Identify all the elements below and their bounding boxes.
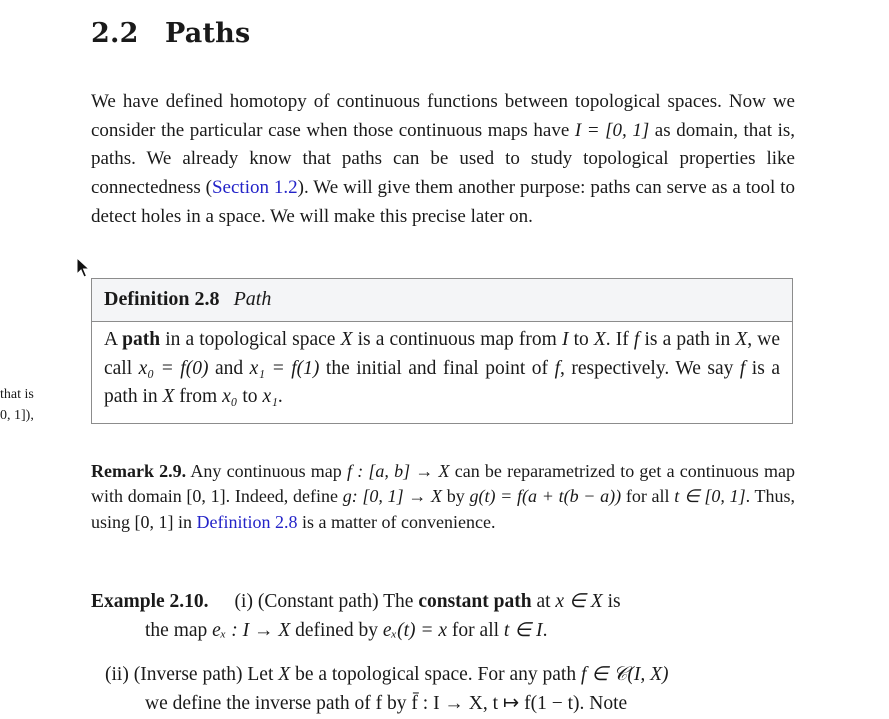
intro-text: We have defined homotopy of continuous functions between topological spaces. Now we consider the particular case when those continuous maps have <box>91 91 795 141</box>
definition-text: the initial and final point of <box>319 357 555 379</box>
definition-text: is a continuous map from <box>352 329 562 350</box>
intro-text: as domain, that is, paths. We already know that paths can be used to study topological properties like connectedness ( <box>91 119 796 199</box>
definition-text: in a topological space <box>160 329 341 350</box>
example-text: at <box>531 591 556 612</box>
math-inline: I <box>561 329 569 350</box>
remark-text: is a matter of convenience. <box>297 511 496 532</box>
item-marker: (ii) <box>105 664 129 685</box>
math-inline: eₓ(t) = x <box>382 619 448 641</box>
example-text: the map <box>145 619 213 641</box>
definition-text: , respectively. We say <box>559 357 740 379</box>
definition-text: , we call <box>104 329 781 379</box>
example-label: Example 2.10. <box>91 591 209 612</box>
math-inline: [0, 1] <box>134 511 174 532</box>
definition-label: Definition 2.8 <box>104 288 220 310</box>
math-inline: g(t) = f(a + t(b − a)) <box>469 486 622 507</box>
section-1-2-link[interactable]: Section 1.2 <box>211 177 298 199</box>
definition-text: to <box>237 386 263 408</box>
section-heading <box>91 18 250 49</box>
definition-name: Path <box>233 288 272 310</box>
example-block <box>91 588 795 645</box>
math-inline: f ∈ 𝒞(I, X) <box>580 664 669 685</box>
example-item-2 <box>105 661 795 690</box>
example-text: defined by <box>290 619 383 641</box>
math-inline: f <box>633 329 640 350</box>
remark-text: in <box>173 511 197 532</box>
example-text: is <box>602 591 621 612</box>
intro-paragraph <box>91 88 795 232</box>
math-inline: X <box>162 386 175 408</box>
math-inline: X <box>735 329 748 350</box>
math-inline: f <box>739 357 746 379</box>
remark-text: can be reparametrized to get a continuous map with domain <box>91 461 795 507</box>
defined-term: constant path <box>418 591 532 612</box>
intro-text: ). We will give them another purpose: paths can serve as a tool to detect holes in a space. We will make this precise later on. <box>91 177 796 227</box>
defined-term: path <box>122 329 161 350</box>
margin-note-fragment <box>0 384 60 426</box>
margin-note-line: 0, 1]), <box>0 408 34 423</box>
math-inline: g: [0, 1] → X <box>342 486 443 507</box>
definition-text: . <box>277 386 283 408</box>
definition-text: and <box>208 357 250 379</box>
example-item-2-cutoff-line: we define the inverse path of f by f̄ : I → X, t ↦ f(1 − t). Note <box>145 693 628 714</box>
example-text: be a topological space. For any path <box>290 664 581 685</box>
remark-text: Any continuous map <box>186 461 347 481</box>
math-inline: x₀ = f(0) <box>138 357 209 379</box>
math-inline: X <box>340 329 353 350</box>
definition-text: is a path in <box>104 357 780 408</box>
math-inline: I = [0, 1] <box>574 119 650 141</box>
definition-box <box>91 278 793 424</box>
remark-text: . Thus, using <box>91 486 795 532</box>
example-line-2 <box>91 617 795 646</box>
section-title: Paths <box>165 18 251 49</box>
definition-text: A <box>104 329 123 350</box>
math-inline: f : [a, b] → X <box>347 461 450 481</box>
math-inline: eₓ : I → X <box>212 619 291 641</box>
math-inline: X <box>593 329 606 350</box>
math-inline: X <box>278 664 291 685</box>
definition-body <box>92 322 792 412</box>
math-inline: [0, 1] <box>186 486 226 507</box>
example-text: (Inverse path) Let <box>128 664 279 685</box>
math-inline: f <box>554 357 560 379</box>
math-inline: x₁ = f(1) <box>249 357 320 379</box>
remark-label: Remark 2.9. <box>91 461 187 481</box>
math-inline: t ∈ [0, 1] <box>674 486 746 507</box>
remark-text: by <box>442 486 470 507</box>
margin-note-line: that is <box>0 387 34 402</box>
math-inline: x₁ <box>262 386 278 408</box>
definition-text: is a path in <box>639 329 736 350</box>
example-text: (Constant path) The <box>252 591 419 612</box>
definition-text: . If <box>605 329 634 350</box>
definition-header <box>92 279 792 322</box>
example-text: for all <box>447 619 504 641</box>
definition-text: from <box>174 386 223 408</box>
section-number: 2.2 <box>91 18 139 49</box>
math-inline: t ∈ I <box>503 619 543 641</box>
math-inline: x ∈ X <box>555 591 603 612</box>
math-inline: x₀ <box>222 386 238 408</box>
example-text: . <box>542 619 548 641</box>
example-line-1 <box>91 588 795 617</box>
remark-text: . Indeed, define <box>225 486 343 507</box>
remark-paragraph <box>91 459 795 535</box>
definition-2-8-link[interactable]: Definition 2.8 <box>196 511 298 532</box>
mouse-pointer-icon <box>76 257 90 279</box>
definition-text: to <box>568 329 594 350</box>
remark-text: for all <box>621 486 675 507</box>
item-marker: (i) <box>234 591 253 612</box>
